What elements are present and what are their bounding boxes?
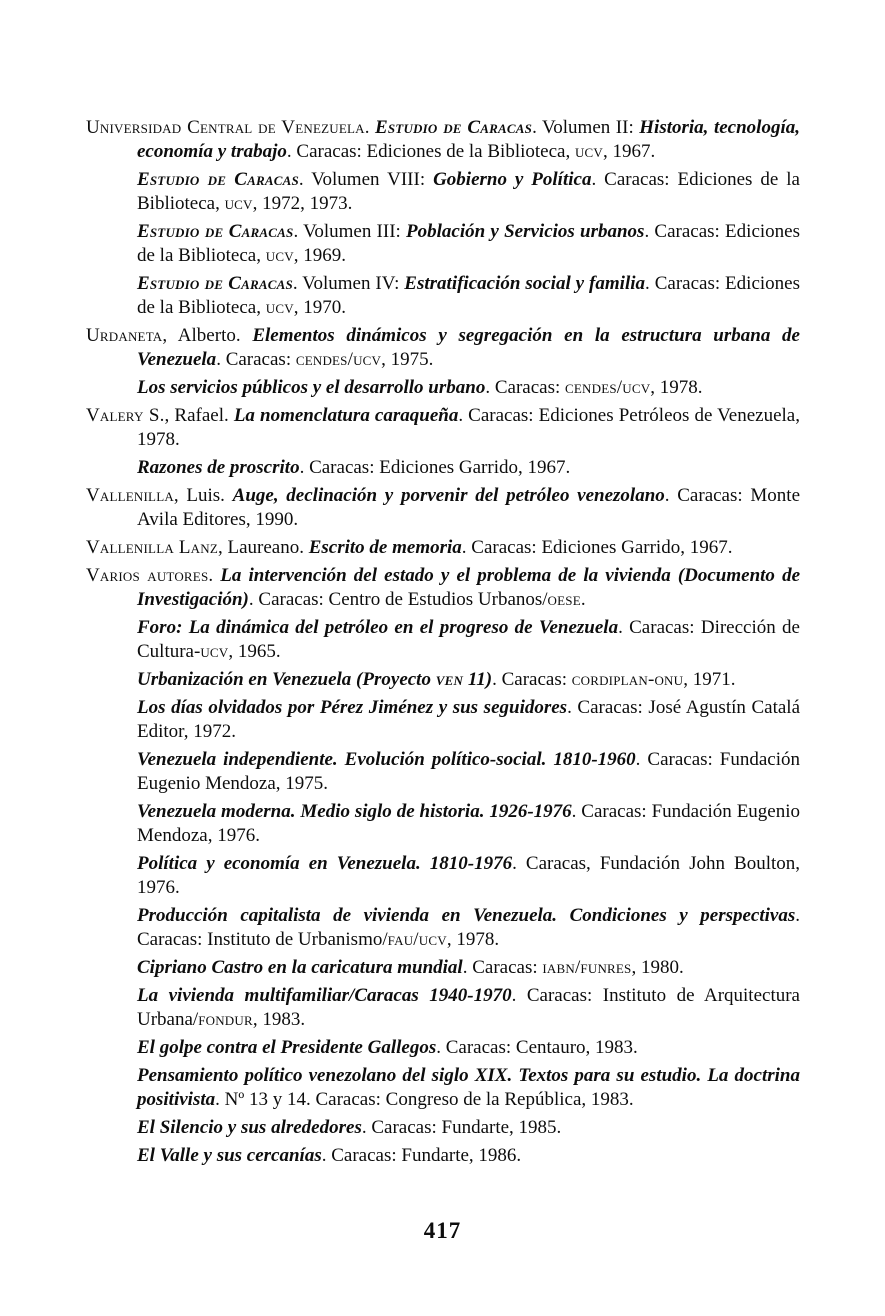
text-run-title: Cipriano Castro en la caricatura mundial bbox=[137, 957, 463, 978]
text-run-plain: . Caracas: Monte Avila Editores, 1990. bbox=[137, 485, 800, 530]
text-run-abbr: oese bbox=[547, 589, 581, 610]
text-run-plain: . Caracas: bbox=[216, 349, 296, 370]
bibliography-entry bbox=[86, 984, 800, 1032]
text-run-title: Venezuela independiente. Evolución político-social. 1810-1960 bbox=[137, 749, 636, 770]
bibliography-entry bbox=[86, 1144, 800, 1168]
text-run-plain: . Caracas: bbox=[492, 669, 572, 690]
text-run-abbr: ucv bbox=[200, 641, 229, 662]
text-run-plain: , 1969. bbox=[293, 245, 347, 266]
text-run-title-sc: Estudio de Caracas bbox=[137, 221, 294, 242]
text-run-plain: . Caracas: Ediciones Garrido, 1967. bbox=[461, 537, 733, 558]
bibliography-entry bbox=[86, 904, 800, 952]
text-run-author: Varios autores bbox=[86, 565, 209, 586]
text-run-title: Razones de proscrito bbox=[137, 457, 300, 478]
text-run-plain: . Caracas: bbox=[485, 377, 565, 398]
text-run-plain: . Volumen III: bbox=[293, 221, 407, 242]
text-run-plain: . Volumen VIII: bbox=[298, 169, 434, 190]
text-run-title: Auge, declinación y porvenir del petróleo venezolano bbox=[232, 485, 665, 506]
bibliography-entry bbox=[86, 1036, 800, 1060]
bibliography-entry bbox=[86, 668, 800, 692]
text-run-title: La intervención del estado y el problema de la vivienda (Documento de Investigación) bbox=[137, 565, 800, 610]
bibliography-list bbox=[86, 116, 800, 1168]
text-run-abbr: fau/ucv bbox=[387, 929, 447, 950]
text-run-plain: . Caracas: José Agustín Catalá Editor, 1972. bbox=[137, 697, 801, 742]
text-run-title: Urbanización en Venezuela (Proyecto bbox=[137, 669, 436, 690]
text-run-title: Los días olvidados por Pérez Jiménez y sus seguidores bbox=[137, 697, 568, 718]
bibliography-entry bbox=[86, 1116, 800, 1140]
text-run-title: Pensamiento político venezolano del siglo XIX. Textos para su estudio. La doctrina positivista bbox=[137, 1065, 800, 1110]
text-run-author: Universidad Central de Venezuela bbox=[86, 117, 365, 138]
text-run-title: Venezuela moderna. Medio siglo de historia. 1926-1976 bbox=[137, 801, 572, 822]
text-run-title: Los servicios públicos y el desarrollo urbano bbox=[137, 377, 486, 398]
text-run-title: Gobierno y Política bbox=[433, 169, 592, 190]
text-run-title: El golpe contra el Presidente Gallegos bbox=[137, 1037, 437, 1058]
text-run-abbr: ucv bbox=[265, 245, 294, 266]
bibliography-entry bbox=[86, 800, 800, 848]
text-run-plain: , Laureano. bbox=[218, 537, 309, 558]
text-run-abbr: fondur bbox=[198, 1009, 253, 1030]
text-run-plain: , 1965. bbox=[228, 641, 281, 662]
text-run-author: Urdaneta bbox=[86, 325, 163, 346]
text-run-plain: . Caracas: Fundación Eugenio Mendoza, 1976. bbox=[137, 801, 801, 846]
bibliography-entry bbox=[86, 956, 800, 980]
text-run-plain: . Volumen IV: bbox=[292, 273, 405, 294]
text-run-plain: , 1980. bbox=[631, 957, 684, 978]
text-run-title: Producción capitalista de vivienda en Venezuela. Condiciones y perspectivas bbox=[137, 905, 796, 926]
text-run-plain: . Nº 13 y 14. Caracas: Congreso de la República, 1983. bbox=[215, 1089, 634, 1110]
text-run-plain: . Caracas: Ediciones de la Biblioteca, bbox=[137, 273, 800, 318]
text-run-title-sc: Estudio de Caracas bbox=[137, 273, 293, 294]
text-run-plain: , 1972, 1973. bbox=[252, 193, 353, 214]
text-run-author: Vallenilla Lanz bbox=[86, 537, 218, 558]
text-run-plain: , 1971. bbox=[683, 669, 736, 690]
bibliography-entry bbox=[86, 852, 800, 900]
text-run-plain: . bbox=[580, 589, 586, 610]
text-run-title: Escrito de memoria bbox=[308, 537, 462, 558]
bibliography-entry bbox=[86, 404, 800, 452]
text-run-plain: . Caracas: Centro de Estudios Urbanos/ bbox=[248, 589, 548, 610]
text-run-title-abbr: ven bbox=[435, 669, 464, 690]
bibliography-entry bbox=[86, 324, 800, 372]
text-run-abbr: ucv bbox=[574, 141, 604, 162]
text-run-plain: . Caracas: Ediciones de la Biblioteca, bbox=[137, 169, 800, 214]
bibliography-entry bbox=[86, 168, 800, 216]
text-run-author: Vallenilla bbox=[86, 485, 174, 506]
text-run-title: El Valle y sus cercanías bbox=[137, 1145, 322, 1166]
text-run-plain: . Caracas: Fundación Eugenio Mendoza, 1975. bbox=[137, 749, 800, 794]
bibliography-entry bbox=[86, 696, 800, 744]
bibliography-entry bbox=[86, 116, 800, 164]
text-run-abbr: iabn/funres bbox=[542, 957, 632, 978]
text-run-plain: . Caracas: Fundarte, 1986. bbox=[321, 1145, 522, 1166]
bibliography-entry bbox=[86, 376, 800, 400]
text-run-title-sc: Estudio de Caracas bbox=[375, 117, 533, 138]
text-run-abbr: cordiplan-onu bbox=[571, 669, 684, 690]
text-run-title: Población y Servicios urbanos bbox=[406, 221, 645, 242]
text-run-abbr: cendes/ucv bbox=[295, 349, 382, 370]
text-run-title: La vivienda multifamiliar/Caracas 1940-1970 bbox=[137, 985, 512, 1006]
text-run-plain: . Caracas: bbox=[462, 957, 543, 978]
text-run-plain: . Caracas: Dirección de Cultura- bbox=[137, 617, 800, 662]
text-run-plain: , 1975. bbox=[381, 349, 434, 370]
text-run-plain: . bbox=[364, 117, 375, 138]
text-run-title: Elementos dinámicos y segregación en la estructura urbana de Venezuela bbox=[137, 325, 800, 370]
text-run-abbr: ucv bbox=[224, 193, 253, 214]
text-run-title: Historia, tecnología, economía y trabajo bbox=[137, 117, 800, 162]
text-run-plain: . Caracas: Ediciones de la Biblioteca, bbox=[286, 141, 575, 162]
text-run-abbr: ucv bbox=[265, 297, 294, 318]
text-run-plain: . Caracas: Ediciones Garrido, 1967. bbox=[299, 457, 571, 478]
text-run-plain: . Caracas: Instituto de Arquitectura Urbana/ bbox=[137, 985, 800, 1030]
text-run-plain: . Volumen II: bbox=[532, 117, 640, 138]
bibliography-entry bbox=[86, 220, 800, 268]
text-run-plain: , Rafael. bbox=[164, 405, 234, 426]
text-run-abbr: cendes/ucv bbox=[565, 377, 651, 398]
bibliography-entry bbox=[86, 1064, 800, 1112]
text-run-author: Valery S. bbox=[86, 405, 165, 426]
text-run-plain: , 1978. bbox=[650, 377, 703, 398]
text-run-title: Estratificación social y familia bbox=[404, 273, 646, 294]
text-run-plain: , Alberto. bbox=[162, 325, 253, 346]
bibliography-entry bbox=[86, 616, 800, 664]
bibliography-entry bbox=[86, 484, 800, 532]
text-run-plain: , 1978. bbox=[446, 929, 500, 950]
bibliography-entry bbox=[86, 564, 800, 612]
page-number: 417 bbox=[423, 1218, 462, 1243]
bibliography-entry bbox=[86, 272, 800, 320]
text-run-plain: . Caracas: Centauro, 1983. bbox=[436, 1037, 638, 1058]
text-run-plain: . Caracas: Ediciones Petróleos de Venezuela, 1978. bbox=[137, 405, 800, 450]
text-run-plain: . Caracas: Fundarte, 1985. bbox=[361, 1117, 562, 1138]
text-run-title: Política y economía en Venezuela. 1810-1976 bbox=[137, 853, 513, 874]
text-run-title: La nomenclatura caraqueña bbox=[233, 405, 459, 426]
text-run-title: Foro: La dinámica del petróleo en el progreso de Venezuela bbox=[137, 617, 619, 638]
text-run-plain: . Caracas: Instituto de Urbanismo/ bbox=[137, 905, 800, 950]
text-run-plain: . Caracas: Ediciones de la Biblioteca, bbox=[137, 221, 800, 266]
text-run-title-sc: Estudio de Caracas bbox=[137, 169, 299, 190]
text-run-plain: , 1967. bbox=[603, 141, 656, 162]
bibliography-entry bbox=[86, 536, 800, 560]
bibliography-entry bbox=[86, 748, 800, 796]
text-run-title: 11) bbox=[463, 669, 493, 690]
text-run-plain: . bbox=[208, 565, 221, 586]
text-run-plain: . Caracas, Fundación John Boulton, 1976. bbox=[137, 853, 801, 898]
text-run-plain: , Luis. bbox=[173, 485, 233, 506]
text-run-title: El Silencio y sus alrededores bbox=[137, 1117, 362, 1138]
bibliography-entry bbox=[86, 456, 800, 480]
text-run-plain: , 1970. bbox=[293, 297, 347, 318]
text-run-plain: , 1983. bbox=[252, 1009, 306, 1030]
